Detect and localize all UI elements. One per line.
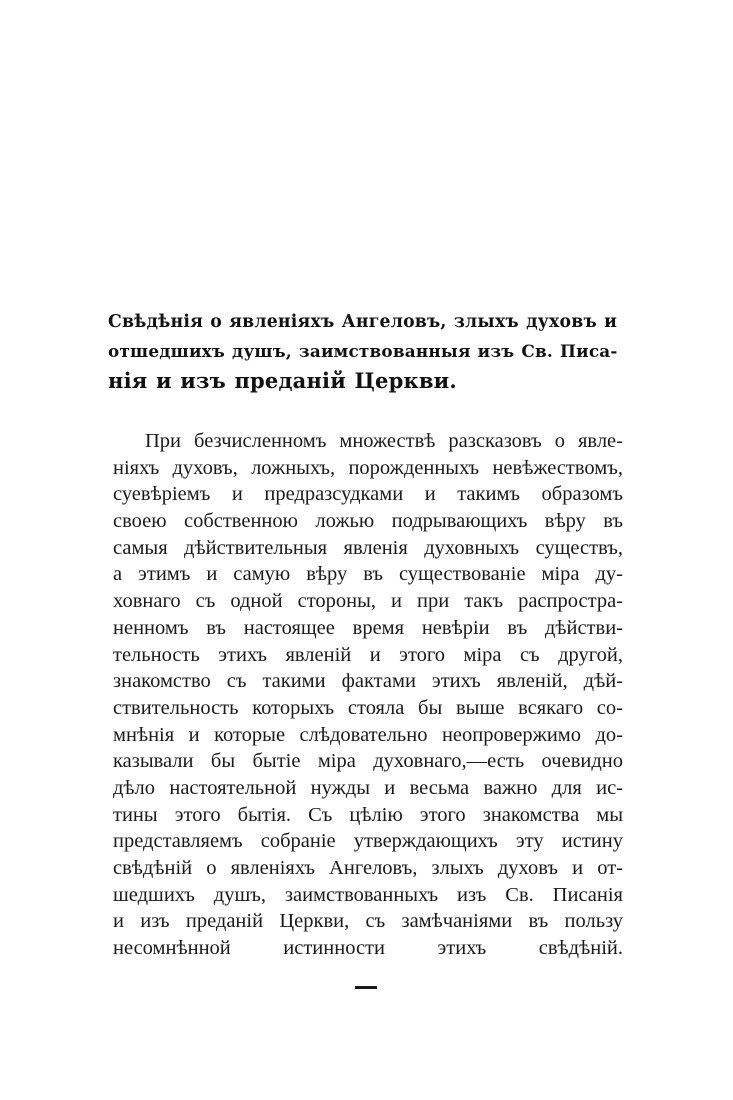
text-line: мнѣнія и которые слѣдовательно неопровержимо до-	[113, 723, 623, 746]
text-line: а этимъ и самую вѣру въ существованіе міра ду-	[113, 563, 623, 586]
text-line: ховнаго съ одной стороны, и при такъ распростра-	[113, 590, 623, 613]
text-line: ненномъ въ настоящее время невѣріи въ дѣйстви-	[113, 616, 623, 639]
title-line: отшедшихъ душъ, заимствованныя изъ Св. Писа-	[108, 341, 618, 361]
text-line: суевѣріемъ и предразсудками и такимъ образомъ	[113, 483, 623, 506]
text-line: и изъ преданій Церкви, съ замѣчаніями въ пользу	[113, 910, 623, 933]
text-line: знакомство съ такими фактами этихъ явленій, дѣй-	[113, 670, 623, 693]
text-line: дѣло настоятельной нужды и весьма важно для ис-	[113, 776, 623, 799]
text-line: ніяхъ духовъ, ложныхъ, порожденныхъ невѣжествомъ,	[113, 456, 623, 479]
text-line: При безчисленномъ множествѣ разсказовъ о явле-	[145, 430, 623, 452]
text-line: несомнѣнной истинности этихъ свѣдѣній.	[113, 937, 623, 960]
title-line: нія и изъ преданій Церкви.	[108, 368, 457, 393]
chapter-title	[108, 308, 620, 395]
title-line: Свѣдѣнія о явленіяхъ Ангеловъ, злыхъ духовъ и	[108, 312, 618, 332]
body-paragraph	[113, 428, 623, 962]
text-line: тины этого бытія. Съ цѣлію этого знакомства мы	[113, 803, 623, 826]
text-line: тельность этихъ явленій и этого міра съ другой,	[113, 643, 623, 666]
text-line: свѣдѣній о явленіяхъ Ангеловъ, злыхъ духовъ и от-	[113, 857, 623, 879]
text-line: своею собственною ложью подрывающихъ вѣру въ	[113, 510, 623, 533]
text-line: представляемъ собраніе утверждающихъ эту истину	[113, 830, 623, 853]
text-line: самыя дѣйствительныя явленія духовныхъ существъ,	[113, 536, 623, 559]
end-of-section-dash	[355, 986, 377, 989]
text-line: шедшихъ душъ, заимствованныхъ изъ Св. Писанія	[113, 883, 623, 906]
text-line: ствительность которыхъ стояла бы выше всякаго со-	[113, 696, 623, 719]
text-line: казывали бы бытіе міра духовнаго,—есть очевидно	[113, 750, 623, 773]
